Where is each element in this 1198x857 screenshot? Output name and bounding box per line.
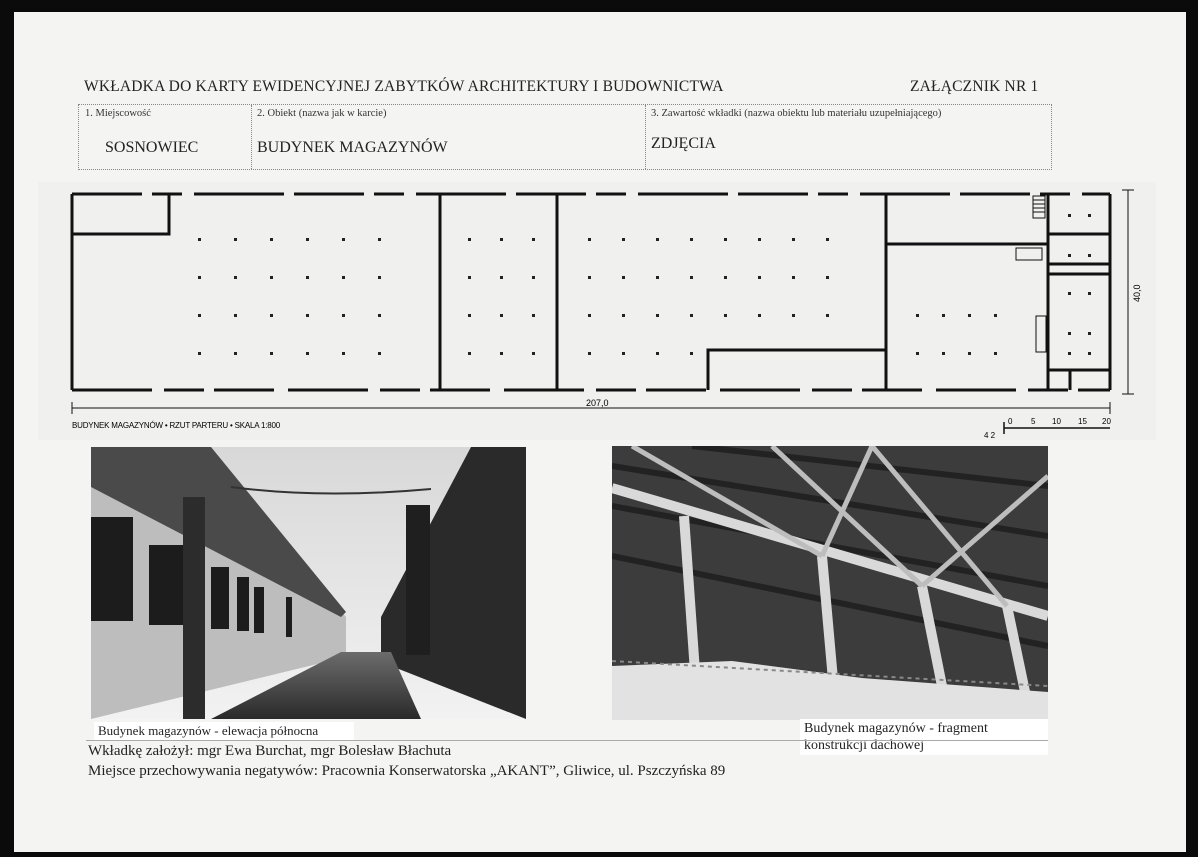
plan-column-marker	[968, 352, 971, 355]
plan-column-marker	[532, 352, 535, 355]
plan-caption: BUDYNEK MAGAZYNÓW • RZUT PARTERU • SKALA 1:800	[72, 421, 281, 430]
plan-column-marker	[656, 314, 659, 317]
plan-column-marker	[758, 276, 761, 279]
plan-length-label: 207,0	[586, 398, 609, 408]
floor-plan-svg	[38, 182, 1156, 440]
photo-north-caption: Budynek magazynów - elewacja północna	[94, 722, 354, 740]
plan-column-marker	[1068, 214, 1071, 217]
plan-column-marker	[1068, 332, 1071, 335]
object-value: BUDYNEK MAGAZYNÓW	[257, 139, 448, 156]
plan-column-marker	[234, 276, 237, 279]
plan-column-marker	[500, 314, 503, 317]
footer-divider	[86, 740, 1048, 741]
plan-column-marker	[500, 238, 503, 241]
plan-column-marker	[994, 314, 997, 317]
plan-column-marker	[500, 276, 503, 279]
plan-column-marker	[916, 314, 919, 317]
cell-location	[79, 105, 252, 169]
plan-column-marker	[724, 276, 727, 279]
plan-column-marker	[588, 314, 591, 317]
contents-label: 3. Zawartość wkładki (nazwa obiektu lub materiału uzupełniającego)	[651, 108, 942, 119]
plan-column-marker	[690, 238, 693, 241]
cell-object	[251, 105, 646, 169]
plan-column-marker	[916, 352, 919, 355]
plan-column-marker	[1088, 332, 1091, 335]
plan-column-marker	[378, 352, 381, 355]
plan-column-marker	[942, 352, 945, 355]
photo-roof-construction-image	[612, 446, 1048, 720]
plan-column-marker	[532, 314, 535, 317]
attachment-number: ZAŁĄCZNIK NR 1	[910, 78, 1039, 95]
plan-column-marker	[1068, 292, 1071, 295]
plan-column-marker	[792, 276, 795, 279]
plan-column-marker	[690, 352, 693, 355]
plan-column-marker	[198, 238, 201, 241]
plan-column-marker	[826, 238, 829, 241]
photo-north-elevation-image	[91, 447, 526, 719]
plan-column-marker	[690, 276, 693, 279]
plan-column-marker	[994, 352, 997, 355]
object-label: 2. Obiekt (nazwa jak w karcie)	[257, 108, 387, 119]
photo-roof-construction	[612, 446, 1048, 720]
plan-column-marker	[270, 314, 273, 317]
plan-column-marker	[270, 352, 273, 355]
floor-plan-drawing	[38, 182, 1156, 440]
plan-column-marker	[942, 314, 945, 317]
plan-column-marker	[306, 276, 309, 279]
plan-column-marker	[622, 352, 625, 355]
plan-column-marker	[342, 276, 345, 279]
plan-column-marker	[826, 276, 829, 279]
plan-column-marker	[234, 238, 237, 241]
plan-column-marker	[342, 352, 345, 355]
plan-column-marker	[656, 238, 659, 241]
plan-column-marker	[968, 314, 971, 317]
scale-tick-0: 0	[1008, 417, 1013, 426]
photo-north-elevation	[91, 447, 526, 719]
plan-column-marker	[588, 352, 591, 355]
plan-column-marker	[588, 276, 591, 279]
plan-column-marker	[1088, 292, 1091, 295]
plan-column-marker	[724, 238, 727, 241]
plan-column-marker	[532, 276, 535, 279]
plan-column-marker	[622, 276, 625, 279]
plan-column-marker	[622, 238, 625, 241]
plan-column-marker	[588, 238, 591, 241]
plan-column-marker	[198, 352, 201, 355]
plan-column-marker	[500, 352, 503, 355]
info-table	[78, 104, 1052, 170]
contents-value: ZDJĘCIA	[651, 135, 716, 152]
plan-column-marker	[690, 314, 693, 317]
plan-column-marker	[826, 314, 829, 317]
plan-column-marker	[306, 352, 309, 355]
footer-negatives-location: Miejsce przechowywania negatywów: Pracownia Konserwatorska „AKANT”, Gliwice, ul. Pszczyńska 89	[88, 763, 726, 779]
plan-column-marker	[234, 352, 237, 355]
scale-sub-label: 4 2	[984, 431, 996, 440]
scale-tick-2: 10	[1052, 417, 1061, 426]
plan-column-marker	[1088, 352, 1091, 355]
plan-column-marker	[234, 314, 237, 317]
plan-column-marker	[724, 314, 727, 317]
plan-column-marker	[758, 314, 761, 317]
plan-column-marker	[342, 238, 345, 241]
plan-column-marker	[622, 314, 625, 317]
plan-column-marker	[1068, 254, 1071, 257]
plan-column-marker	[792, 238, 795, 241]
cell-contents	[645, 105, 1050, 169]
plan-column-marker	[378, 314, 381, 317]
plan-column-marker	[378, 238, 381, 241]
plan-column-marker	[378, 276, 381, 279]
scale-tick-4: 20	[1102, 417, 1111, 426]
plan-column-marker	[468, 352, 471, 355]
plan-column-marker	[792, 314, 795, 317]
location-label: 1. Miejscowość	[85, 108, 151, 119]
plan-column-marker	[468, 276, 471, 279]
plan-column-marker	[1088, 214, 1091, 217]
plan-column-marker	[468, 314, 471, 317]
scale-tick-3: 15	[1078, 417, 1087, 426]
plan-column-marker	[1088, 254, 1091, 257]
plan-column-marker	[270, 238, 273, 241]
plan-column-marker	[758, 238, 761, 241]
plan-column-marker	[198, 276, 201, 279]
footer-author: Wkładkę założył: mgr Ewa Burchat, mgr Bolesław Błachuta	[88, 743, 452, 759]
plan-column-marker	[468, 238, 471, 241]
plan-column-marker	[306, 238, 309, 241]
plan-column-marker	[656, 276, 659, 279]
plan-width-label: 40,0	[1132, 284, 1142, 302]
plan-column-marker	[342, 314, 345, 317]
location-value: SOSNOWIEC	[105, 139, 199, 156]
plan-column-marker	[1068, 352, 1071, 355]
plan-column-marker	[532, 238, 535, 241]
scale-tick-1: 5	[1031, 417, 1036, 426]
plan-column-marker	[306, 314, 309, 317]
document-title: WKŁADKA DO KARTY EWIDENCYJNEJ ZABYTKÓW ARCHITEKTURY I BUDOWNICTWA	[84, 78, 724, 95]
plan-column-marker	[656, 352, 659, 355]
plan-column-marker	[198, 314, 201, 317]
plan-column-marker	[270, 276, 273, 279]
photo-roof-caption: Budynek magazynów - fragment konstrukcji dachowej	[800, 719, 1048, 755]
